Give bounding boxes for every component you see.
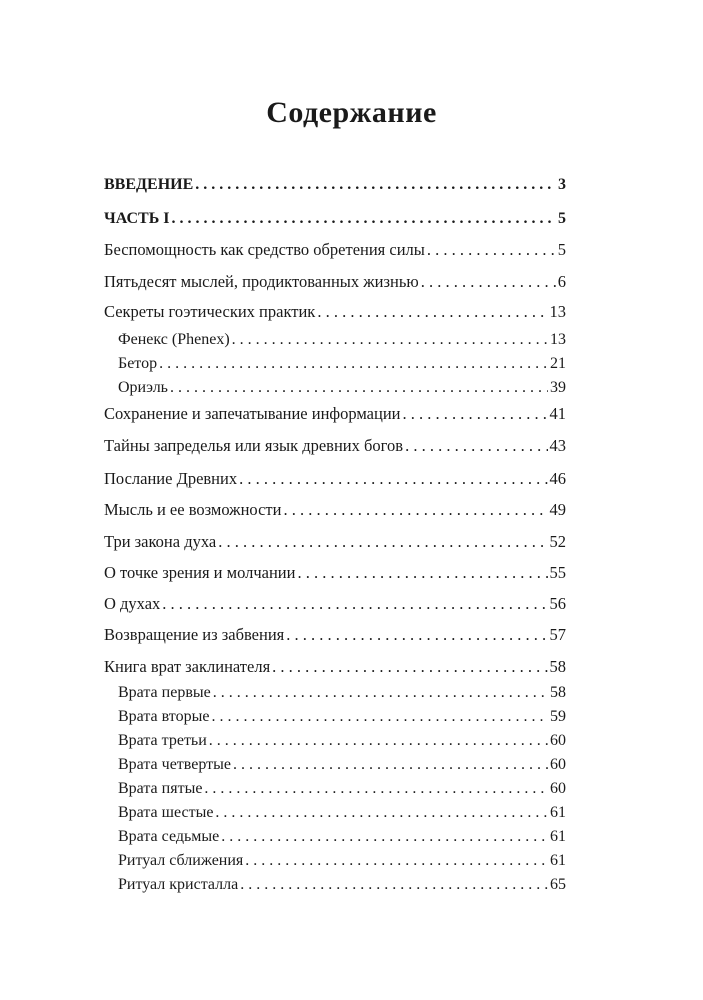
dot-leader <box>221 828 548 846</box>
toc-entry-title: Послание Древних <box>104 469 238 488</box>
toc-entry-page-number: 61 <box>550 804 566 821</box>
dot-leader <box>245 852 548 870</box>
toc-entry-title: Ориэль <box>118 379 168 396</box>
toc-entry-title: Врата вторые <box>118 708 210 725</box>
toc-entry-page-number: 60 <box>550 756 566 773</box>
toc-entry-title: Врата шестые <box>118 804 214 821</box>
dot-leader <box>405 436 547 456</box>
toc-entry <box>118 684 566 702</box>
dot-leader <box>317 302 547 322</box>
dot-leader <box>195 176 556 194</box>
toc-entry-page-number: 13 <box>550 331 566 348</box>
dot-leader <box>403 404 548 424</box>
toc-entry-page-number: 21 <box>550 355 566 372</box>
dot-leader <box>170 379 548 397</box>
dot-leader <box>233 756 548 774</box>
toc-entry <box>104 176 566 194</box>
toc-entry-page-number: 55 <box>549 563 566 582</box>
toc-entry-page-number: 41 <box>549 404 566 423</box>
toc-entry-page-number: 57 <box>549 625 566 644</box>
dot-leader <box>162 594 547 614</box>
toc-entry-page-number: 49 <box>549 500 566 519</box>
toc-entry-title: Фенекс (Phenex) <box>118 331 230 348</box>
toc-entry-title: О духах <box>104 594 161 613</box>
toc-entry-title: Врата первые <box>118 684 211 701</box>
dot-leader <box>213 684 548 702</box>
dot-leader <box>218 532 547 552</box>
toc-entry <box>104 469 566 489</box>
toc-entry-page-number: 61 <box>550 852 566 869</box>
toc-entry-page-number: 5 <box>557 240 566 259</box>
toc-entry <box>104 594 566 614</box>
toc-entry <box>104 210 566 228</box>
toc-entry-title: Секреты гоэтических практик <box>104 302 316 321</box>
dot-leader <box>240 876 548 894</box>
toc-entry-title: ЧАСТЬ I <box>104 210 170 227</box>
toc-entry-title: Сохранение и запечатывание информации <box>104 404 401 423</box>
toc-entry-title: Ритуал кристалла <box>118 876 239 893</box>
toc-entry-title: Бетор <box>118 355 158 372</box>
toc-entry <box>118 355 566 373</box>
toc-entry <box>118 828 566 846</box>
toc-entry-title: Ритуал сближения <box>118 852 244 869</box>
toc-entry-page-number: 43 <box>549 436 566 455</box>
dot-leader <box>172 210 556 228</box>
dot-leader <box>232 331 548 349</box>
toc-entry-page-number: 52 <box>549 532 566 551</box>
toc-entry <box>118 732 566 750</box>
toc-entry-title: ВВЕДЕНИЕ <box>104 176 194 193</box>
dot-leader <box>427 240 556 260</box>
toc-entry-page-number: 6 <box>557 272 566 291</box>
page-title: Содержание <box>266 96 437 129</box>
toc-entry-title: Мысль и ее возможности <box>104 500 282 519</box>
toc-entry <box>118 708 566 726</box>
toc-entry-title: Тайны запределья или язык древних богов <box>104 436 404 455</box>
toc-entry <box>104 240 566 260</box>
toc-entry-title: Книга врат заклинателя <box>104 657 271 676</box>
toc-entry <box>118 804 566 822</box>
toc-entry-page-number: 58 <box>550 684 566 701</box>
toc-entry-page-number: 59 <box>550 708 566 725</box>
toc-entry <box>118 756 566 774</box>
toc-entry-page-number: 60 <box>550 732 566 749</box>
toc-entry-page-number: 3 <box>558 176 566 193</box>
toc-entry-page-number: 60 <box>550 780 566 797</box>
toc-entry-page-number: 65 <box>550 876 566 893</box>
dot-leader <box>159 355 548 373</box>
toc-entry <box>104 500 566 520</box>
toc-entry <box>104 657 566 677</box>
dot-leader <box>239 469 547 489</box>
toc-entry <box>104 302 566 322</box>
toc-entry-title: Врата седьмые <box>118 828 220 845</box>
toc-entry-title: Пятьдесят мыслей, продиктованных жизнью <box>104 272 419 291</box>
toc-entry <box>104 272 566 292</box>
dot-leader <box>209 732 548 750</box>
toc-entry <box>118 379 566 397</box>
toc-entry <box>118 852 566 870</box>
toc-entry-page-number: 56 <box>549 594 566 613</box>
toc-entry-title: Возвращение из забвения <box>104 625 285 644</box>
dot-leader <box>215 804 548 822</box>
toc-entry <box>104 563 566 583</box>
toc-entry-title: Врата пятые <box>118 780 203 797</box>
dot-leader <box>421 272 556 292</box>
toc-entry <box>104 625 566 645</box>
toc-entry-title: Беспомощность как средство обретения силы <box>104 240 425 259</box>
dot-leader <box>283 500 547 520</box>
toc-entry-page-number: 13 <box>549 302 566 321</box>
toc-entry-page-number: 58 <box>549 657 566 676</box>
toc-entry-page-number: 39 <box>550 379 566 396</box>
toc-entry <box>118 780 566 798</box>
dot-leader <box>272 657 547 677</box>
toc-entry <box>104 404 566 424</box>
toc-entry-page-number: 46 <box>549 469 566 488</box>
toc-entry <box>118 876 566 894</box>
toc-entry-title: Врата четвертые <box>118 756 231 773</box>
dot-leader <box>204 780 548 798</box>
dot-leader <box>297 563 547 583</box>
toc-entry-page-number: 61 <box>550 828 566 845</box>
toc-entry <box>118 331 566 349</box>
dot-leader <box>211 708 548 726</box>
dot-leader <box>286 625 547 645</box>
toc-entry-page-number: 5 <box>558 210 566 227</box>
toc-entry-title: О точке зрения и молчании <box>104 563 296 582</box>
toc-entry <box>104 436 566 456</box>
toc-entry-title: Три закона духа <box>104 532 217 551</box>
toc-entry-title: Врата третьи <box>118 732 207 749</box>
toc-entry <box>104 532 566 552</box>
